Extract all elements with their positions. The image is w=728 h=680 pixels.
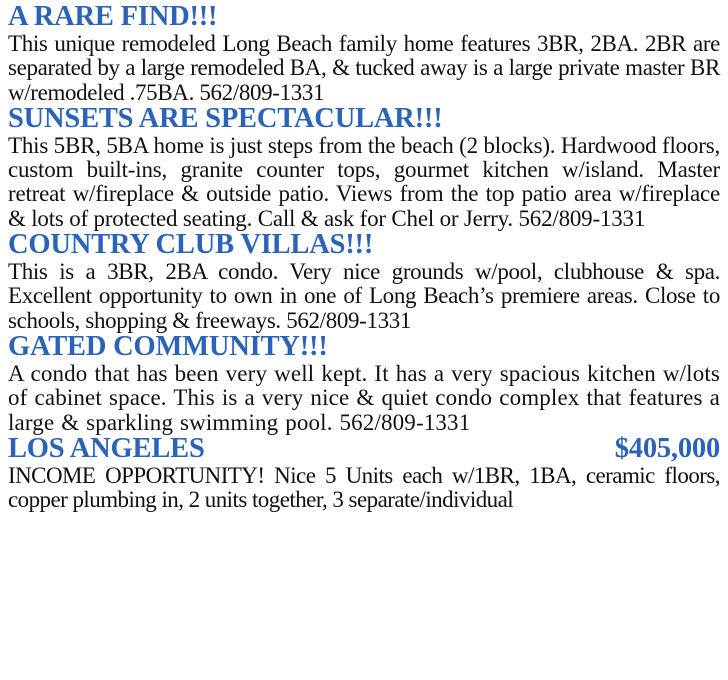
listing-country-club-villas <box>8 230 720 333</box>
listing-title: COUNTRY CLUB VILLAS!!! <box>8 229 374 261</box>
listing-description: This unique remodeled Long Beach family home features 3BR, 2BA. 2BR are separated by a large remodeled BA, & tucked away is a large private master BR w/remodeled .75BA. 562/809-1331 <box>8 31 720 105</box>
listing-heading <box>8 434 720 464</box>
listing-price: $405,000 <box>614 432 720 464</box>
listing-title: GATED COMMUNITY!!! <box>8 330 328 362</box>
listing-title: A RARE FIND!!! <box>8 1 218 32</box>
listing-heading <box>8 230 720 260</box>
listing-description: INCOME OPPORTUNITY! Nice 5 Units each w/1BR, 1BA, ceramic floors, copper plumbing in, 2 units together, 3 separate/individual <box>8 462 720 513</box>
listing-title: LOS ANGELES <box>8 432 205 464</box>
listing-rare-find <box>8 2 720 105</box>
listing-los-angeles <box>8 434 720 513</box>
listing-heading <box>8 104 720 134</box>
listing-gated-community <box>8 332 720 435</box>
listing-heading <box>8 332 720 362</box>
listing-description: A condo that has been very well kept. It has a very spacious kitchen w/lots of cabinet space. This is a very nice & quiet condo complex that features a large & sparkling swimming pool. 562/809-1331 <box>8 360 720 435</box>
listing-description: This 5BR, 5BA home is just steps from the beach (2 blocks). Hardwood floors, custom built-ins, granite counter tops, gourmet kitchen w/island. Master retreat w/fireplace & outside patio. Views from the top patio area w/fireplace & lots of protected seating. Call & ask for Chel or Jerry. 562/809-1331 <box>8 132 720 231</box>
listing-description: This is a 3BR, 2BA condo. Very nice grounds w/pool, clubhouse & spa. Excellent opportunity to own in one of Long Beach’s premiere areas. Close to schools, shopping & freeways. 562/809-1331 <box>8 259 720 333</box>
listing-title: SUNSETS ARE SPECTACULAR!!! <box>8 102 443 134</box>
listing-sunsets-spectacular <box>8 104 720 231</box>
listing-heading <box>8 2 720 32</box>
